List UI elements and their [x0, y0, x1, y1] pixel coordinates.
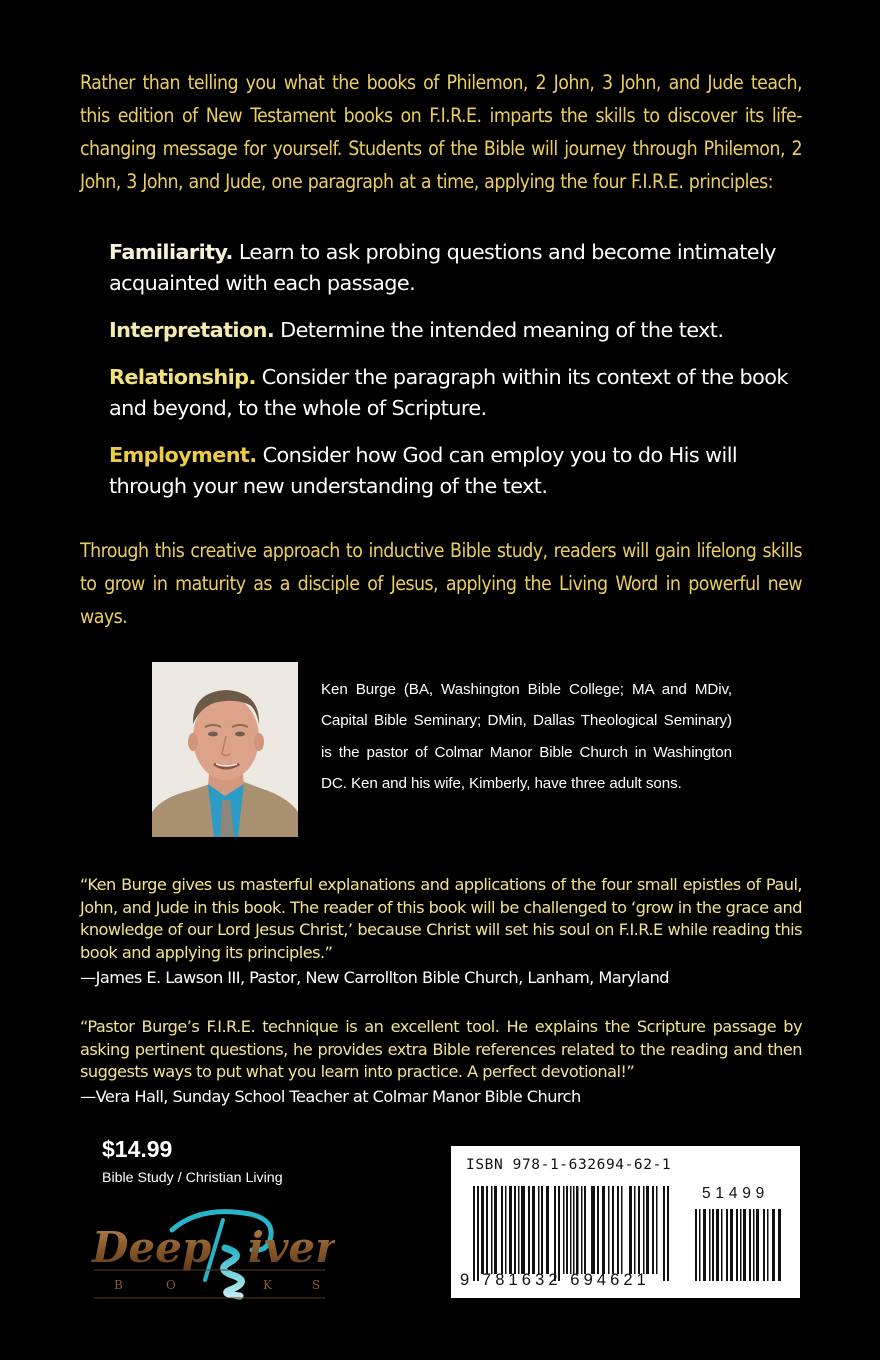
closing-paragraph: Through this creative approach to inductive Bible study, readers will gain lifelong skills to grow in maturity as a disciple of Jesus, applying the Living Word in powerful new ways. — [80, 539, 802, 628]
principle-text: Consider how God can employ you to do His will through your new understanding of the text. — [109, 443, 738, 498]
principle-text: Determine the intended meaning of the text. — [280, 318, 724, 342]
ean-digits: 9 781632 694621 — [460, 1271, 650, 1289]
principle-text: Learn to ask probing questions and become intimately acquainted with each passage. — [109, 240, 776, 295]
publisher-logo — [80, 1200, 335, 1300]
principle-interpretation — [109, 315, 809, 346]
endorsement-quote: “Ken Burge gives us masterful explanations and applications of the four small epistles of Paul, John, and Jude in this book. The reader of this book will be challenged to ‘grow in the grace and knowledge of our Lord Jesus Christ,’ because Christ will set his soul on F.I.R.E while reading this book and applying its principles.” — [80, 875, 802, 963]
svg-text:Deep: Deep — [92, 1223, 212, 1272]
endorsements — [80, 874, 802, 1135]
principle-term: Relationship. — [109, 365, 256, 389]
endorsement — [80, 1016, 802, 1109]
endorsement-attribution: —Vera Hall, Sunday School Teacher at Colmar Manor Bible Church — [80, 1086, 581, 1106]
endorsement — [80, 874, 802, 990]
svg-text:O: O — [166, 1278, 176, 1292]
principle-text: Consider the paragraph within its context of the book and beyond, to the whole of Scripture. — [109, 365, 788, 420]
svg-text:S: S — [312, 1278, 321, 1292]
principle-relationship — [109, 362, 809, 424]
price-addon-digits: 51499 — [702, 1185, 770, 1202]
isbn-label: ISBN 978-1-632694-62-1 — [466, 1157, 672, 1173]
principle-term: Employment. — [109, 443, 257, 467]
principle-term: Familiarity. — [109, 240, 233, 264]
author-portrait-icon — [152, 662, 298, 837]
author-bio: Ken Burge (BA, Washington Bible College; MA and MDiv, Capital Bible Seminary; DMin, Dallas Theological Seminary) is the pastor of Colmar Manor Bible Church in Washington DC. Ken and his wife, Kimberly, have three adult sons. — [321, 681, 732, 793]
author-photo — [152, 662, 298, 837]
endorsement-quote: “Pastor Burge’s F.I.R.E. technique is an excellent tool. He explains the Scripture passage by asking pertinent questions, he provides extra Bible references related to the reading and then suggests ways to put what you learn into practice. A perfect devotional!” — [80, 1016, 802, 1082]
principles-list — [109, 237, 809, 518]
deep-river-books-logo-icon — [80, 1200, 335, 1300]
endorsement-attribution: —James E. Lawson III, Pastor, New Carrollton Bible Church, Lanham, Maryland — [80, 967, 670, 987]
category-label: Bible Study / Christian Living — [102, 1170, 283, 1186]
principle-familiarity — [109, 237, 809, 299]
principle-employment — [109, 440, 809, 502]
isbn-barcode — [451, 1146, 800, 1298]
svg-text:iver: iver — [248, 1223, 335, 1272]
principle-term: Interpretation. — [109, 318, 275, 342]
price: $14.99 — [102, 1136, 173, 1162]
intro-paragraph: Rather than telling you what the books of Philemon, 2 John, 3 John, and Jude teach, this edition of New Testament books on F.I.R.E. imparts the skills to discover its life-changing message for yourself. Students of the Bible will journey through Philemon, 2 John, 3 John, and Jude, one paragraph at a time, applying the four F.I.R.E. principles: — [80, 71, 802, 193]
svg-text:K: K — [263, 1278, 272, 1292]
svg-text:B: B — [114, 1278, 123, 1292]
